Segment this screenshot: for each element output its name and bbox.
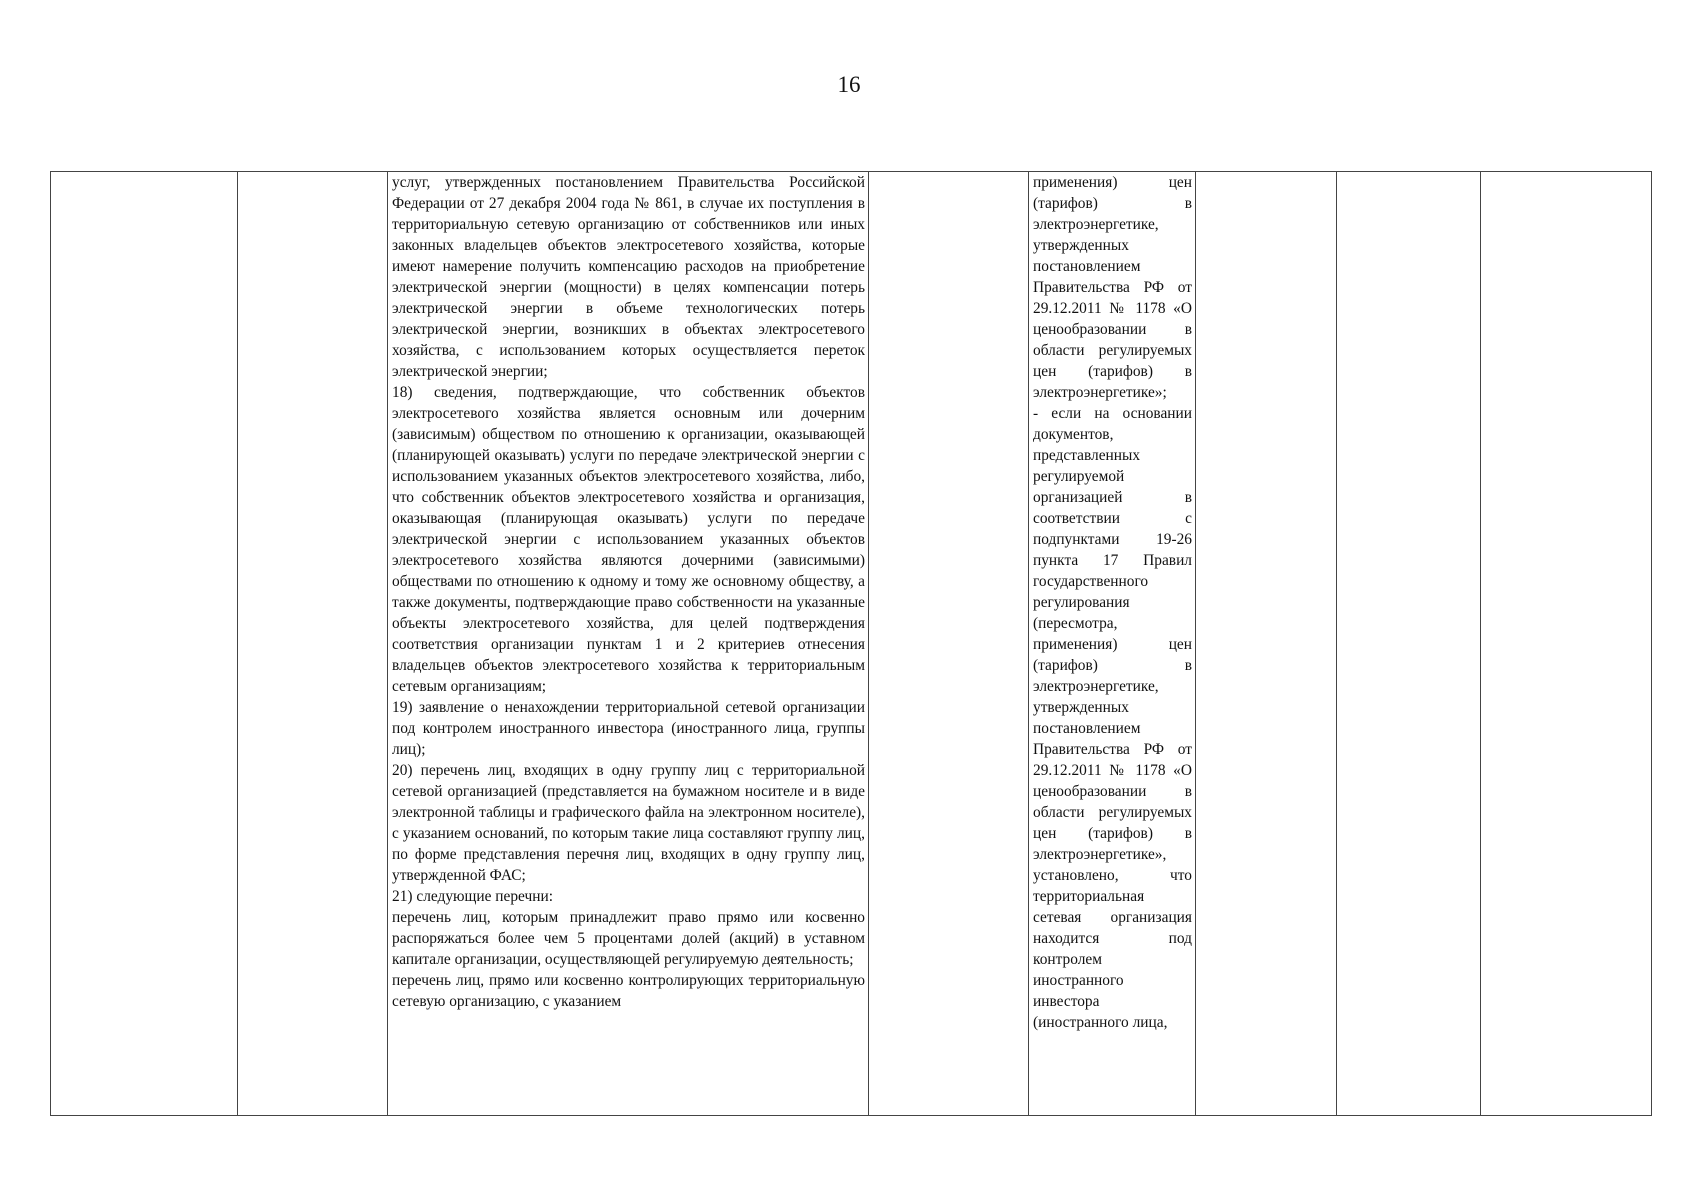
paragraph: - если на основании документов, представленных регулируемой организацией в соответствии с подпунктами 19-26 пункта 17 Правил государственного регулирования (пересмотра, применения) цен (тарифов) в электроэнергетике, утвержденных постановлением Правительства РФ от 29.12.2011 № 1178 «О ценообразовании в области регулируемых цен (тарифов) в электроэнергетике», установлено, что территориальная сетевая организация находится под контролем иностранного инвестора (иностранного лица, [1033,405,1192,1031]
paragraph: перечень лиц, которым принадлежит право прямо или косвенно распоряжаться более чем 5 процентами долей (акций) в уставном капитале организации, осуществляющей регулируемую деятельность; [392,909,865,968]
table-cell-col8 [1481,172,1652,1116]
table-cell-col6 [1196,172,1337,1116]
table-cell-documents [388,172,869,1116]
paragraph: 19) заявление о ненахождении территориальной сетевой организации под контролем иностранного инвестора (иностранного лица, группы лиц); [392,699,865,758]
page-number: 16 [837,72,861,97]
table-cell-col4 [869,172,1029,1116]
table-cell-col1 [51,172,238,1116]
paragraph: применения) цен (тарифов) в электроэнергетике, утвержденных постановлением Правительства РФ от 29.12.2011 № 1178 «О ценообразовании в области регулируемых цен (тарифов) в электроэнергетике»; [1033,174,1192,401]
table-cell-col2 [238,172,388,1116]
paragraph: услуг, утвержденных постановлением Правительства Российской Федерации от 27 декабря 2004 года № 861, в случае их поступления в территориальную сетевую организацию от собственников или иных законных владельцев объектов электросетевого хозяйства, которые имеют намерение получить компенсацию расходов на приобретение электрической энергии (мощности) в целях компенсации потерь электрической энергии в объеме технологических потерь электрической энергии, возникших в объектах электросетевого хозяйства, с использованием которых осуществляется переток электрической энергии; [392,174,865,380]
document-table [50,171,1652,1116]
documents-list [388,172,868,1012]
table-cell-conditions [1029,172,1196,1116]
paragraph: 18) сведения, подтверждающие, что собственник объектов электросетевого хозяйства является основным или дочерним (зависимым) обществом по отношению к организации, оказывающей (планирующей оказывать) услуги по передаче электрической энергии с использованием указанных объектов электросетевого хозяйства, либо, что собственник объектов электросетевого хозяйства и организация, оказывающая (планирующая оказывать) услуги по передаче электрической энергии с использованием указанных объектов электросетевого хозяйства являются дочерними (зависимыми) обществами по отношению к одному и тому же основному обществу, а также документы, подтверждающие право собственности на указанные объекты электросетевого хозяйства, для целей подтверждения соответствия организации пунктам 1 и 2 критериев отнесения владельцев объектов электросетевого хозяйства к территориальным сетевым организациям; [392,384,865,695]
conditions-text [1029,172,1195,1033]
paragraph: 20) перечень лиц, входящих в одну группу лиц с территориальной сетевой организацией (представляется на бумажном носителе и в виде электронной таблицы и графического файла на электронном носителе), с указанием оснований, по которым такие лица составляют группу лиц, по форме представления перечня лиц, входящих в одну группу лиц, утвержденной ФАС; [392,762,865,884]
paragraph: 21) следующие перечни: [392,888,553,905]
table-row [51,172,1652,1116]
paragraph: перечень лиц, прямо или косвенно контролирующих территориальную сетевую организацию, с указанием [392,972,865,1010]
table-cell-col7 [1337,172,1481,1116]
